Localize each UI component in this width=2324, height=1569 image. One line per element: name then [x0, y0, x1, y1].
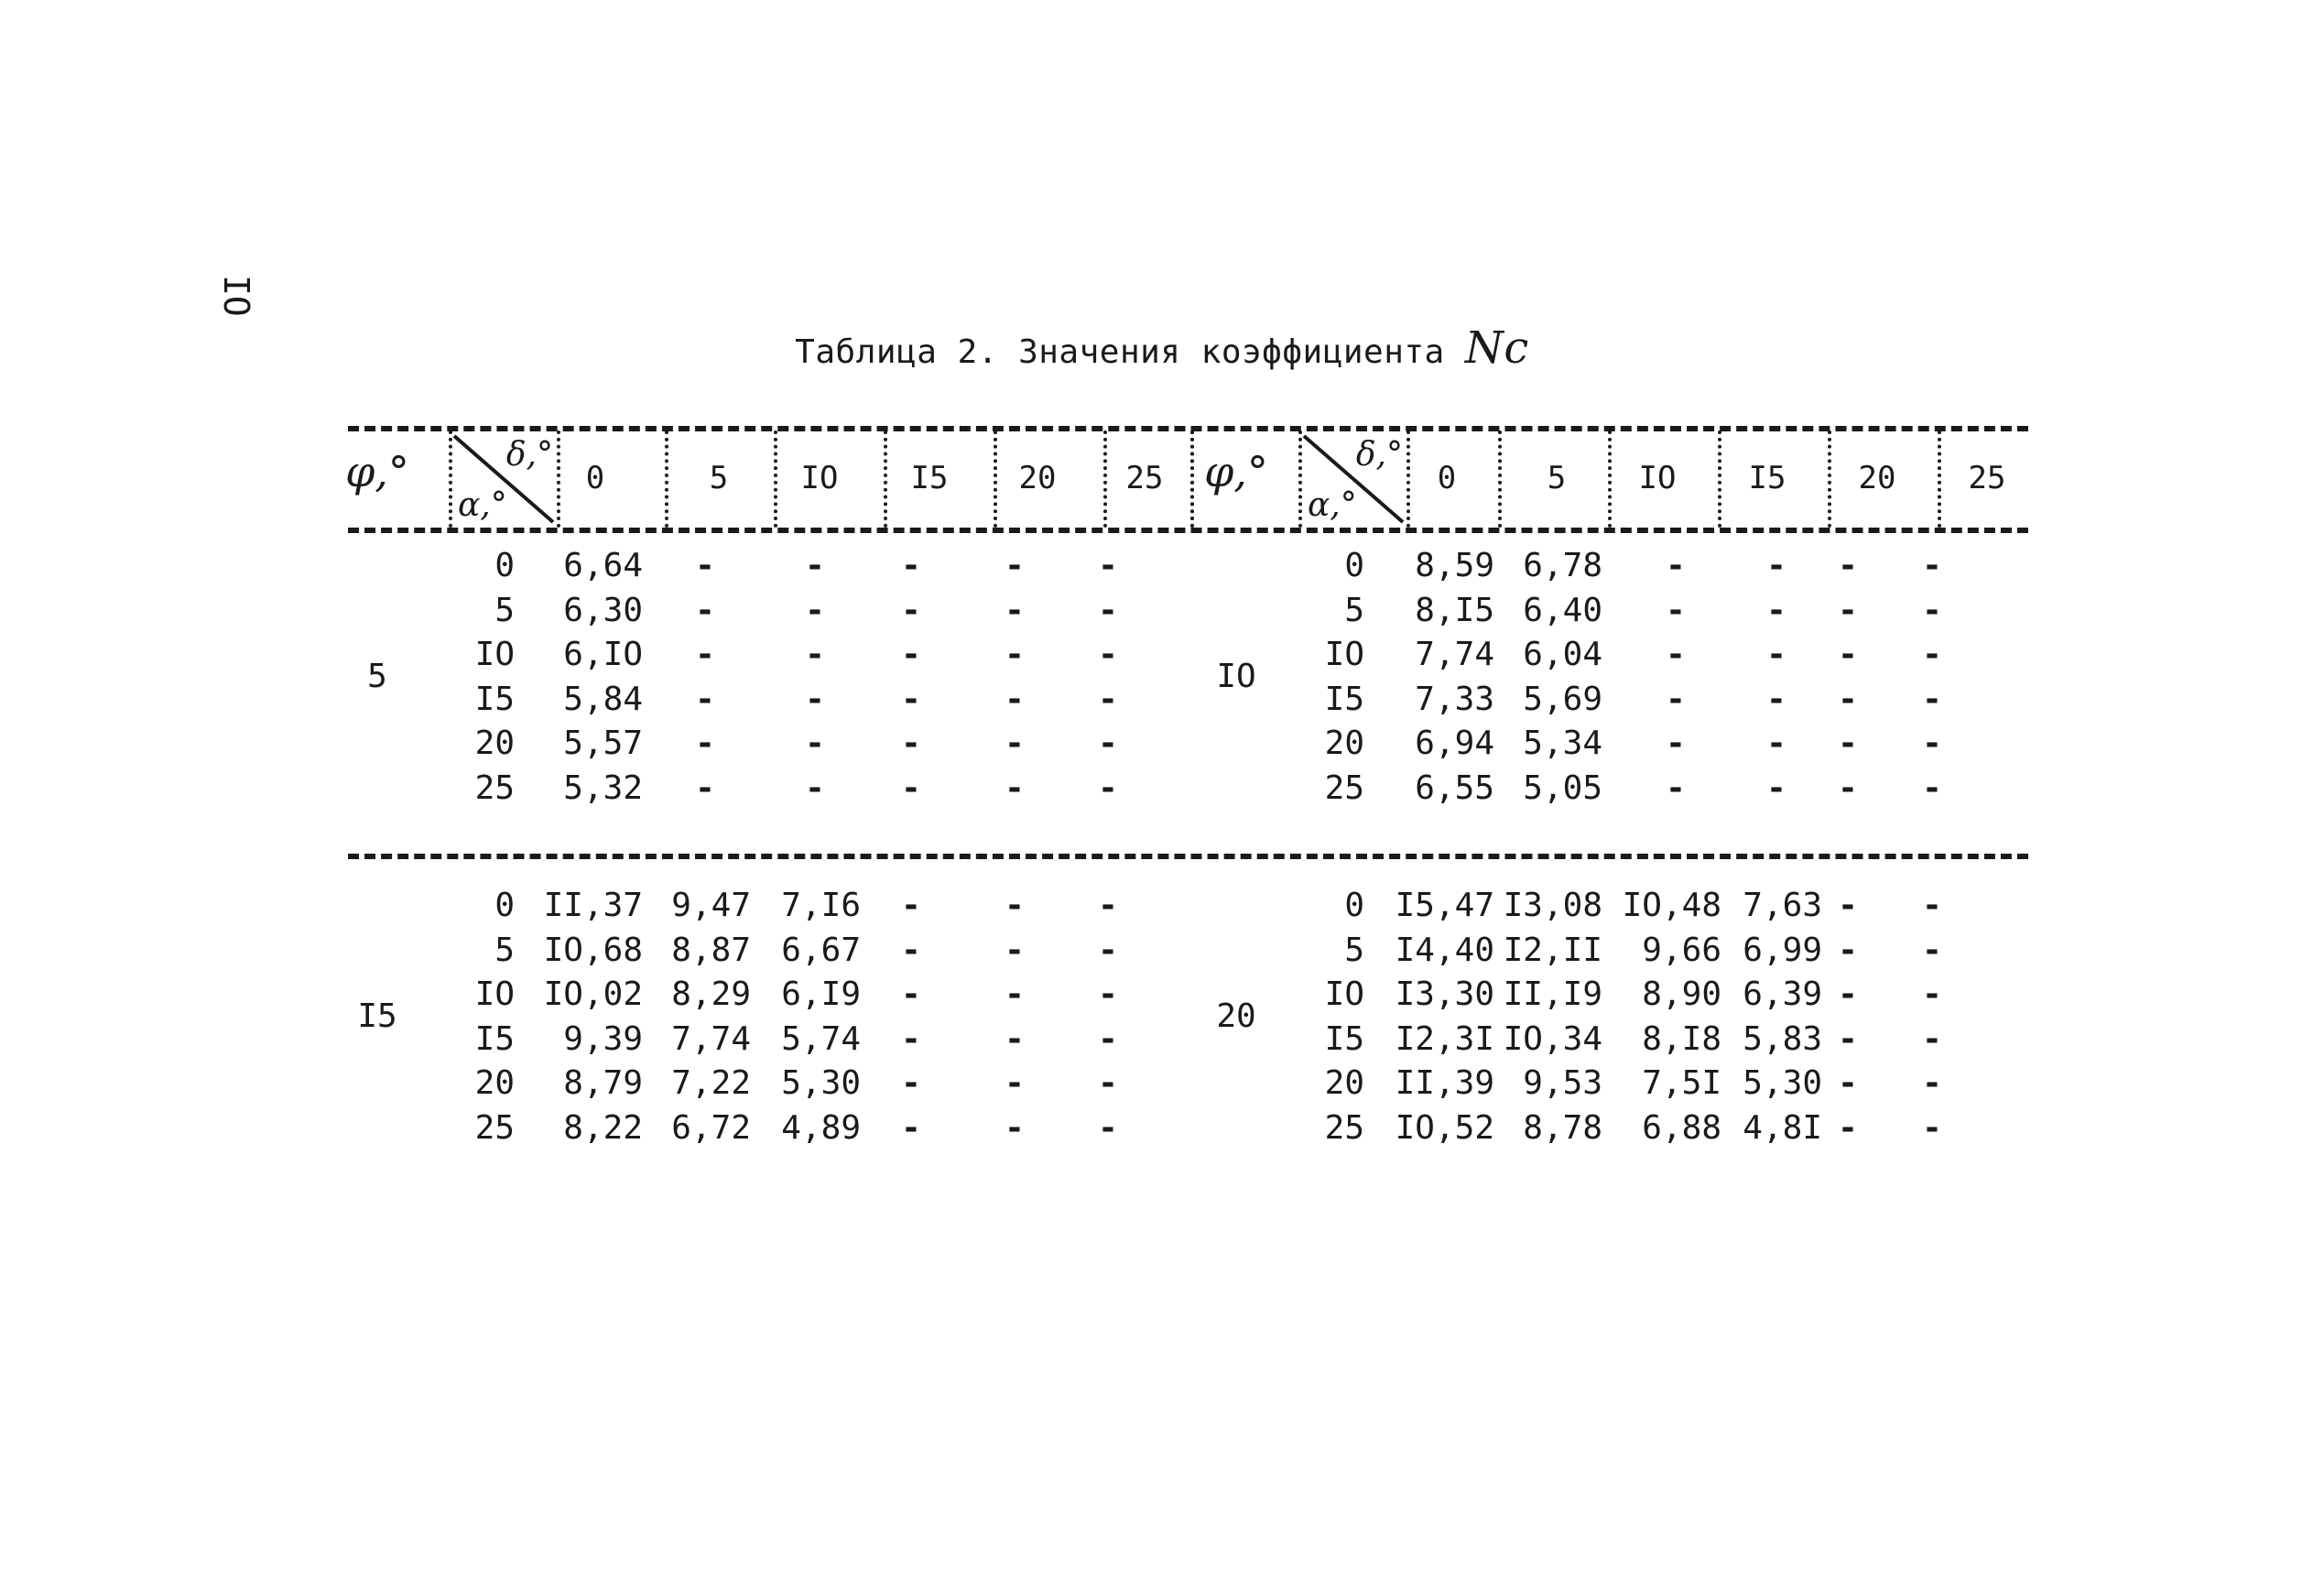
- table-cell: -: [1838, 725, 1858, 762]
- header-column-divider: [1190, 430, 1194, 528]
- header-delta-column: IO: [800, 460, 839, 496]
- table-cell: -: [901, 887, 921, 924]
- table-cell: IO,52: [1395, 1108, 1494, 1147]
- table-cell: -: [1666, 547, 1686, 584]
- table-cell: -: [1838, 636, 1858, 673]
- table-cell: IO,48: [1622, 887, 1721, 924]
- table-cell: 6,55: [1415, 768, 1494, 807]
- table-cell: -: [1838, 1019, 1858, 1058]
- table-cell: 6,39: [1743, 975, 1822, 1013]
- table-cell: 8,I5: [1415, 591, 1494, 629]
- table-cell: -: [1766, 768, 1786, 807]
- table-cell: -: [805, 591, 825, 629]
- table-cell: -: [901, 768, 921, 807]
- table-cell: -: [1838, 975, 1858, 1013]
- table-cell: -: [1005, 768, 1025, 807]
- table-cell: 8,78: [1523, 1108, 1602, 1147]
- header-phi-label: φ,°: [1204, 447, 1268, 496]
- table-cell: -: [695, 591, 715, 629]
- table-cell: -: [1005, 887, 1025, 924]
- table-cell: -: [901, 636, 921, 673]
- table-cell: 6,40: [1523, 591, 1602, 629]
- table-cell: IO,02: [543, 975, 643, 1013]
- table-cell: -: [901, 1064, 921, 1102]
- table-cell: -: [901, 680, 921, 718]
- table-cell: IO,34: [1503, 1019, 1602, 1058]
- alpha-value: IO: [1324, 636, 1364, 673]
- alpha-value: 20: [1324, 725, 1364, 762]
- table-cell: II,39: [1395, 1064, 1494, 1102]
- table-cell: -: [1098, 1108, 1118, 1147]
- table-cell: 6,72: [671, 1108, 751, 1147]
- header-delta-column: I5: [910, 460, 949, 496]
- alpha-value: I5: [474, 680, 515, 718]
- table-cell: -: [1098, 768, 1118, 807]
- header-column-divider: [1608, 430, 1612, 528]
- table-cell: 8,22: [563, 1108, 643, 1147]
- table-cell: -: [805, 636, 825, 673]
- header-column-divider: [1828, 430, 1831, 528]
- table-caption: [0, 322, 2324, 374]
- table-cell: -: [1098, 931, 1118, 969]
- header-delta-label: δ,°: [1355, 436, 1403, 474]
- table-cell: -: [1005, 636, 1025, 673]
- table-cell: -: [805, 725, 825, 762]
- table-cell: -: [901, 1108, 921, 1147]
- table-cell: -: [1666, 680, 1686, 718]
- table-cell: 6,30: [563, 591, 643, 629]
- table-cell: -: [695, 636, 715, 673]
- header-top-rule: [348, 426, 2028, 431]
- table-cell: -: [805, 680, 825, 718]
- table-cell: -: [1922, 768, 1942, 807]
- table-cell: 7,22: [671, 1064, 751, 1102]
- alpha-value: 25: [474, 1108, 515, 1147]
- header-delta-label: δ,°: [505, 436, 553, 474]
- table-cell: 7,74: [671, 1019, 751, 1058]
- table-cell: 5,74: [781, 1019, 861, 1058]
- table-cell: -: [695, 680, 715, 718]
- alpha-value: IO: [474, 975, 515, 1013]
- table-cell: II,I9: [1503, 975, 1602, 1013]
- table-cell: -: [1922, 887, 1942, 924]
- header-bottom-rule: [348, 528, 2028, 533]
- header-column-divider: [1498, 430, 1502, 528]
- table-cell: 7,I6: [781, 887, 861, 924]
- caption-text: Таблица 2. Значения коэффициента: [795, 333, 1445, 371]
- table-cell: -: [1666, 636, 1686, 673]
- table-cell: -: [1922, 680, 1942, 718]
- table-cell: -: [1922, 1108, 1942, 1147]
- header-alpha-label: α,°: [1308, 486, 1357, 524]
- table-cell: -: [1766, 725, 1786, 762]
- header-delta-alpha-cell: [451, 430, 559, 528]
- table-cell: 6,I9: [781, 975, 861, 1013]
- table-cell: -: [695, 547, 715, 584]
- header-column-divider: [884, 430, 887, 528]
- alpha-value: 0: [494, 547, 515, 584]
- table-cell: -: [901, 725, 921, 762]
- table-cell: -: [1838, 887, 1858, 924]
- table-cell: -: [1005, 680, 1025, 718]
- header-delta-column: 0: [1437, 460, 1457, 496]
- header-delta-column: I5: [1748, 460, 1786, 496]
- table-cell: 6,64: [563, 547, 643, 584]
- table-cell: 8,29: [671, 975, 751, 1013]
- table-cell: -: [901, 591, 921, 629]
- table-cell: -: [1005, 1064, 1025, 1102]
- table-cell: -: [1098, 636, 1118, 673]
- table-cell: -: [1005, 1108, 1025, 1147]
- table-cell: 5,34: [1523, 725, 1602, 762]
- header-delta-alpha-cell: [1300, 430, 1408, 528]
- header-phi-label: φ,°: [345, 447, 409, 496]
- alpha-value: I5: [1324, 680, 1364, 718]
- header-column-divider: [1938, 430, 1941, 528]
- table-cell: 6,88: [1642, 1108, 1721, 1147]
- table-cell: -: [1922, 636, 1942, 673]
- header-delta-column: 0: [585, 460, 605, 496]
- table-cell: 8,90: [1642, 975, 1721, 1013]
- table-cell: -: [1838, 547, 1858, 584]
- alpha-value: 20: [474, 725, 515, 762]
- table-cell: I2,II: [1503, 931, 1602, 969]
- table-cell: 6,67: [781, 931, 861, 969]
- table-cell: -: [1838, 768, 1858, 807]
- table-cell: -: [1922, 975, 1942, 1013]
- table-cell: 9,39: [563, 1019, 643, 1058]
- table-cell: -: [1005, 975, 1025, 1013]
- table-cell: 7,63: [1743, 887, 1822, 924]
- table-cell: -: [1098, 975, 1118, 1013]
- table-cell: -: [1838, 1108, 1858, 1147]
- table-cell: -: [1666, 591, 1686, 629]
- table-cell: -: [1922, 725, 1942, 762]
- alpha-value: 25: [1324, 1108, 1364, 1147]
- header-delta-column: 5: [709, 460, 729, 496]
- alpha-value: 5: [1344, 931, 1364, 969]
- table-cell: -: [1098, 1064, 1118, 1102]
- table-cell: -: [805, 768, 825, 807]
- alpha-value: 0: [1344, 887, 1364, 924]
- table-cell: 8,59: [1415, 547, 1494, 584]
- alpha-value: 0: [1344, 547, 1364, 584]
- table-cell: 6,78: [1523, 547, 1602, 584]
- table-cell: -: [1005, 547, 1025, 584]
- header-delta-column: 20: [1858, 460, 1896, 496]
- block-separator-rule: [348, 854, 2028, 859]
- table-cell: 7,5I: [1642, 1064, 1721, 1102]
- table-cell: -: [1098, 547, 1118, 584]
- alpha-value: I5: [1324, 1019, 1364, 1058]
- table-cell: 5,32: [563, 768, 643, 807]
- table-cell: I5,47: [1395, 887, 1494, 924]
- table-cell: -: [1838, 591, 1858, 629]
- table-cell: -: [1098, 680, 1118, 718]
- table-cell: -: [1005, 591, 1025, 629]
- table-cell: -: [1666, 768, 1686, 807]
- table-cell: 5,57: [563, 725, 643, 762]
- table-cell: -: [1838, 931, 1858, 969]
- table-cell: -: [1098, 725, 1118, 762]
- table-cell: 7,74: [1415, 636, 1494, 673]
- table-cell: 7,33: [1415, 680, 1494, 718]
- header-column-divider: [665, 430, 668, 528]
- table-cell: -: [1766, 680, 1786, 718]
- table-cell: 5,84: [563, 680, 643, 718]
- table-cell: -: [695, 768, 715, 807]
- table-cell: -: [1098, 1019, 1118, 1058]
- table-cell: -: [1005, 931, 1025, 969]
- header-alpha-label: α,°: [458, 486, 507, 524]
- table-cell: 4,89: [781, 1108, 861, 1147]
- table-cell: -: [1098, 591, 1118, 629]
- table-cell: -: [1922, 1019, 1942, 1058]
- table-cell: -: [901, 547, 921, 584]
- table-cell: -: [1005, 1019, 1025, 1058]
- table-cell: -: [1766, 547, 1786, 584]
- table-cell: I3,08: [1503, 887, 1602, 924]
- phi-value: I5: [357, 997, 397, 1036]
- alpha-value: 5: [494, 931, 515, 969]
- table-cell: I3,30: [1395, 975, 1494, 1013]
- table-cell: 8,87: [671, 931, 751, 969]
- table-cell: -: [1922, 547, 1942, 584]
- table-cell: -: [695, 725, 715, 762]
- alpha-value: 25: [1324, 768, 1364, 807]
- table-cell: -: [805, 547, 825, 584]
- table-cell: 5,30: [1743, 1064, 1822, 1102]
- table-cell: -: [1922, 1064, 1942, 1102]
- table-cell: -: [901, 975, 921, 1013]
- alpha-value: 25: [474, 768, 515, 807]
- table-cell: 5,05: [1523, 768, 1602, 807]
- header-column-divider: [774, 430, 777, 528]
- phi-value: 5: [367, 658, 387, 696]
- caption-symbol: Nc: [1464, 322, 1529, 374]
- table-cell: 5,30: [781, 1064, 861, 1102]
- table-cell: -: [1838, 680, 1858, 718]
- alpha-value: I5: [474, 1019, 515, 1058]
- alpha-value: 5: [1344, 591, 1364, 629]
- table-cell: 9,66: [1642, 931, 1721, 969]
- table-cell: -: [1766, 636, 1786, 673]
- header-delta-column: 25: [1968, 460, 2006, 496]
- table-cell: 6,IO: [563, 636, 643, 673]
- table-cell: -: [901, 1019, 921, 1058]
- table-cell: II,37: [543, 887, 643, 924]
- table-cell: -: [1005, 725, 1025, 762]
- table-cell: 8,I8: [1642, 1019, 1721, 1058]
- table-cell: -: [1838, 1064, 1858, 1102]
- table-cell: 8,79: [563, 1064, 643, 1102]
- table-cell: I4,40: [1395, 931, 1494, 969]
- table-cell: 6,04: [1523, 636, 1602, 673]
- table-cell: -: [1922, 931, 1942, 969]
- table-cell: 4,8I: [1743, 1108, 1822, 1147]
- table-cell: 6,99: [1743, 931, 1822, 969]
- table-cell: 6,94: [1415, 725, 1494, 762]
- table-cell: -: [1766, 591, 1786, 629]
- alpha-value: IO: [1324, 975, 1364, 1013]
- table-cell: 5,83: [1743, 1019, 1822, 1058]
- alpha-value: 5: [494, 591, 515, 629]
- table-cell: 5,69: [1523, 680, 1602, 718]
- alpha-value: IO: [474, 636, 515, 673]
- phi-value: IO: [1216, 658, 1256, 696]
- table-cell: -: [1922, 591, 1942, 629]
- table-cell: IO,68: [543, 931, 643, 969]
- header-delta-column: 5: [1547, 460, 1567, 496]
- alpha-value: 20: [1324, 1064, 1364, 1102]
- header-delta-column: 20: [1018, 460, 1057, 496]
- phi-value: 20: [1216, 997, 1256, 1036]
- header-column-divider: [1718, 430, 1721, 528]
- table-cell: I2,3I: [1395, 1019, 1494, 1058]
- alpha-value: 0: [494, 887, 515, 924]
- table-cell: -: [1098, 887, 1118, 924]
- alpha-value: 20: [474, 1064, 515, 1102]
- header-delta-column: IO: [1638, 460, 1677, 496]
- table-cell: 9,53: [1523, 1064, 1602, 1102]
- table-cell: -: [1666, 725, 1686, 762]
- page-number: IO: [216, 275, 256, 317]
- table-cell: 9,47: [671, 887, 751, 924]
- header-delta-column: 25: [1125, 460, 1164, 496]
- table-cell: -: [901, 931, 921, 969]
